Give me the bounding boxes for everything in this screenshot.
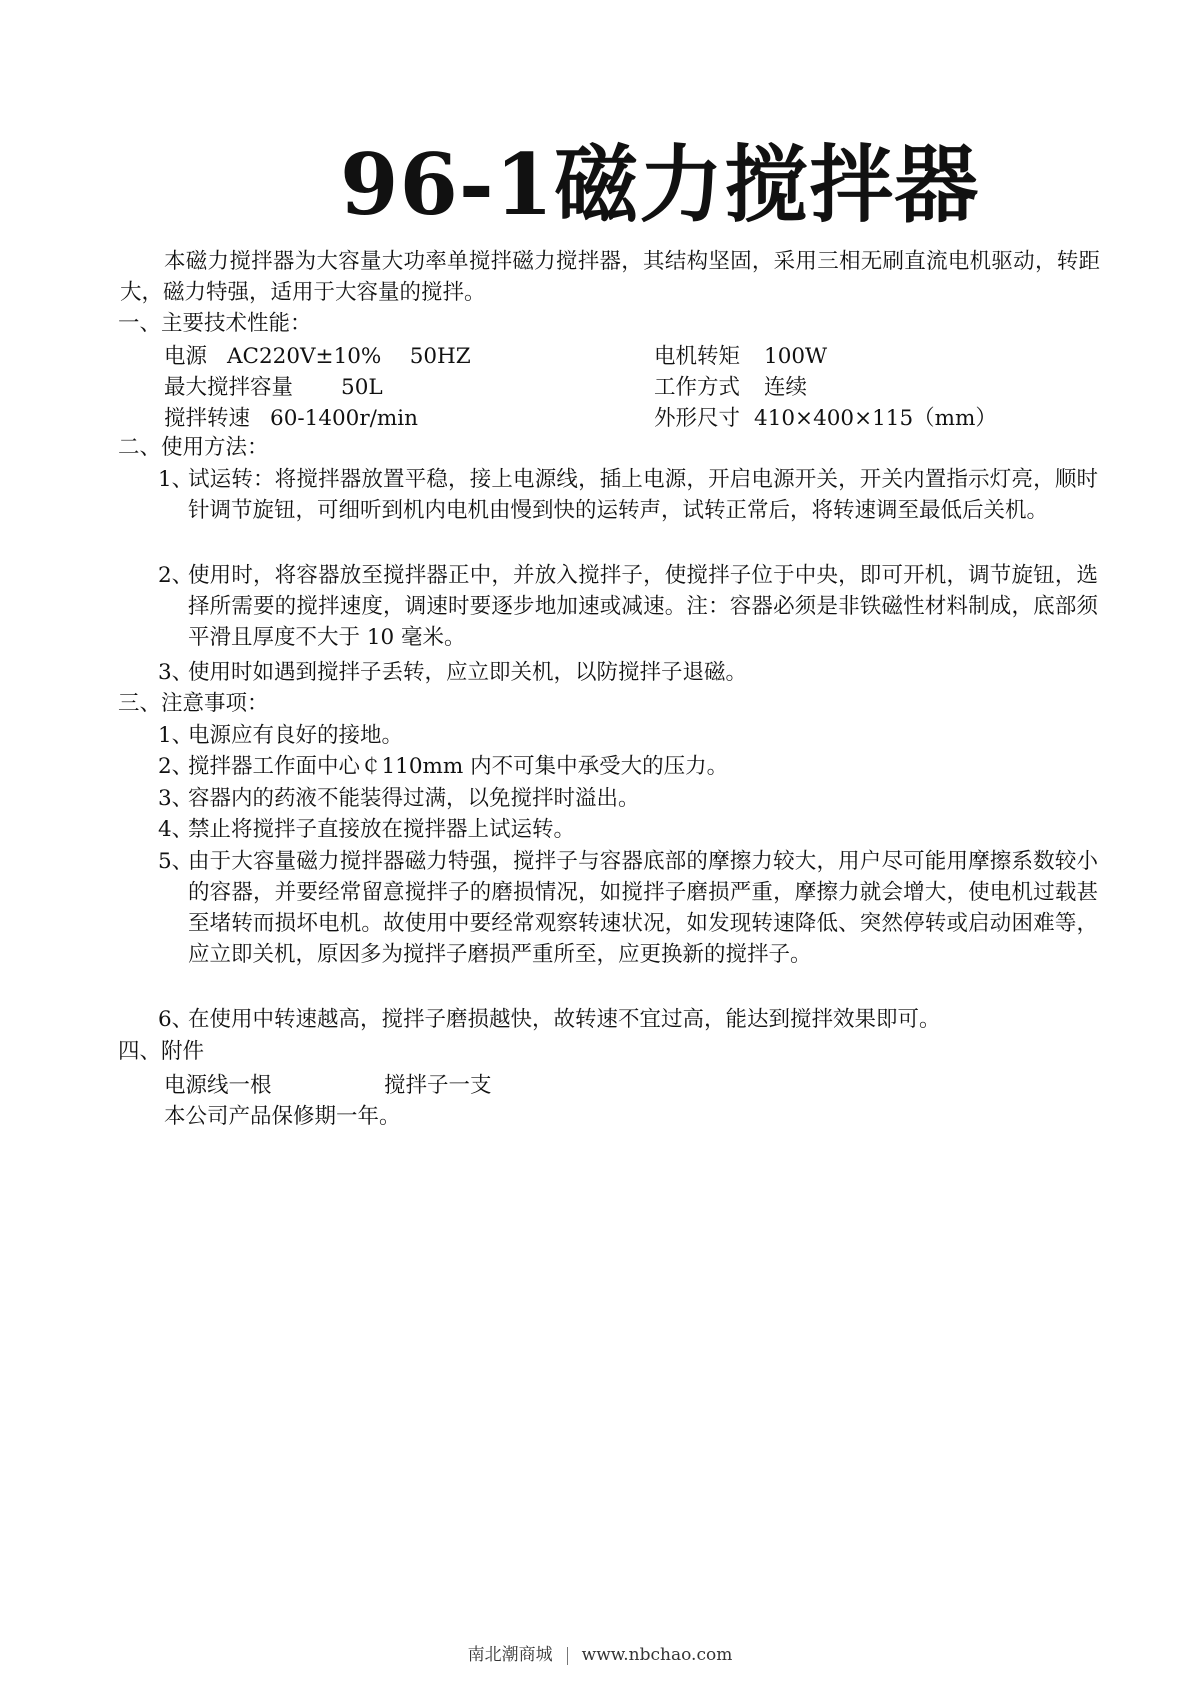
item-text: 在使用中转速越高，搅拌子磨损越快，故转速不宜过高，能达到搅拌效果即可。 — [188, 1007, 941, 1032]
list-item — [158, 751, 1098, 782]
intro-paragraph — [120, 246, 1100, 308]
spec-row — [164, 401, 1044, 432]
section3-heading: 三、注意事项： — [118, 691, 269, 716]
spec-row — [164, 339, 1044, 370]
list-item — [158, 1004, 1098, 1035]
spec-label: 搅拌转速 — [164, 406, 251, 431]
intro-text: 本磁力搅拌器为大容量大功率单搅拌磁力搅拌器，其结构坚固，采用三相无刷直流电机驱动，转距大，磁力特强，适用于大容量的搅拌。 — [120, 249, 1100, 305]
spec-value: 50L — [341, 375, 383, 400]
accessories-row — [164, 1068, 492, 1099]
spec-row — [164, 370, 1044, 401]
list-item — [158, 560, 1098, 653]
section2-heading: 二、使用方法： — [118, 435, 269, 460]
item-text: 禁止将搅拌子直接放在搅拌器上试运转。 — [188, 817, 576, 842]
section1-heading: 一、主要技术性能： — [118, 311, 312, 336]
spec-right — [654, 370, 807, 401]
footer-url[interactable]: www.nbchao.com — [581, 1645, 733, 1665]
item-number: 6、 — [158, 1007, 194, 1032]
spec-value: 410×400×115（mm） — [754, 406, 997, 431]
list-item — [158, 846, 1098, 970]
footer-divider — [567, 1647, 568, 1665]
item-number: 1、 — [158, 467, 194, 492]
spec-value: 100W — [764, 344, 828, 369]
list-item — [158, 657, 1098, 688]
warranty-note: 本公司产品保修期一年。 — [164, 1104, 401, 1129]
page-footer — [0, 1640, 1200, 1665]
spec-label: 电源 — [164, 344, 208, 369]
item-text: 使用时如遇到搅拌子丢转，应立即关机，以防搅拌子退磁。 — [188, 660, 748, 685]
document-title: 96-1磁力搅拌器 — [340, 135, 980, 234]
spec-label: 最大搅拌容量 — [164, 375, 294, 400]
section4-heading: 四、附件 — [118, 1039, 205, 1064]
spec-label: 工作方式 — [654, 375, 741, 400]
item-number: 5、 — [158, 849, 194, 874]
spec-label: 外形尺寸 — [654, 406, 741, 431]
list-item — [158, 814, 1098, 845]
item-number: 2、 — [158, 563, 194, 588]
list-item — [158, 783, 1098, 814]
item-text: 使用时，将容器放至搅拌器正中，并放入搅拌子，使搅拌子位于中央，即可开机，调节旋钮，选择所需要的搅拌速度，调速时要逐步地加速或减速。注：容器必须是非铁磁性材料制成，底部须平滑且厚度不大于 10 毫米。 — [188, 563, 1098, 650]
list-item — [158, 720, 1098, 751]
item-number: 4、 — [158, 817, 194, 842]
spec-label: 电机转矩 — [654, 344, 741, 369]
spec-value: 连续 — [764, 375, 808, 400]
list-item — [158, 464, 1098, 526]
item-number: 3、 — [158, 786, 194, 811]
accessory-item: 电源线一根 — [164, 1073, 272, 1098]
item-text: 由于大容量磁力搅拌器磁力特强，搅拌子与容器底部的摩擦力较大，用户尽可能用摩擦系数较小的容器，并要经常留意搅拌子的磨损情况，如搅拌子磨损严重，摩擦力就会增大，使电机过载甚至堵转而损坏电机。故使用中要经常观察转速状况，如发现转速降低、突然停转或启动困难等，应立即关机，原因多为搅拌子磨损严重所至，应更换新的搅拌子。 — [188, 849, 1098, 967]
accessory-item: 搅拌子一支 — [384, 1073, 492, 1098]
item-text: 容器内的药液不能装得过满，以免搅拌时溢出。 — [188, 786, 640, 811]
item-text: 电源应有良好的接地。 — [188, 723, 404, 748]
spec-right — [654, 339, 827, 370]
footer-brand: 南北潮商城 — [467, 1645, 553, 1665]
item-text: 搅拌器工作面中心￠110mm 内不可集中承受大的压力。 — [188, 754, 729, 779]
item-number: 1、 — [158, 723, 194, 748]
spec-right — [654, 401, 997, 432]
spec-value: AC220V±10% 50HZ — [227, 344, 471, 369]
item-number: 2、 — [158, 754, 194, 779]
spec-value: 60-1400r/min — [270, 406, 418, 431]
item-number: 3、 — [158, 660, 194, 685]
item-text: 试运转：将搅拌器放置平稳，接上电源线，插上电源，开启电源开关，开关内置指示灯亮，顺时针调节旋钮，可细听到机内电机由慢到快的运转声，试转正常后，将转速调至最低后关机。 — [188, 467, 1098, 523]
